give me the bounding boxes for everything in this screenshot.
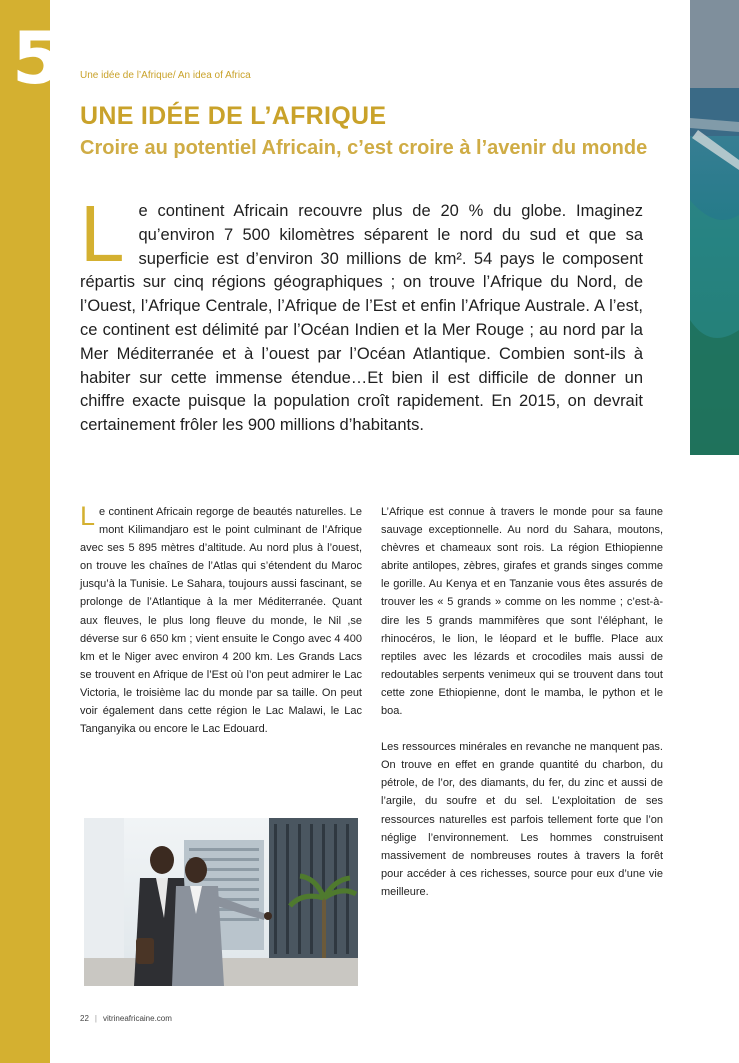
chapter-number: 5 bbox=[12, 16, 63, 100]
left-column-text: e continent Africain regorge de beautés naturelles. Le mont Kilimandjaro est le point culminant de l’Afrique avec ses 5 895 mètres d’altitude. Au nord plus à l’ouest, on trouve les chaînes de l’Atlas qui s’étendent du Maroc jusqu’à la Tunisie. Le Sahara, toujours aussi fascinant, se prolonge de l’Atlantique à la mer Méditerranée. Quant aux fleuves, le plus long fleuve du monde, le Nil ,se déverse sur 6 650 km ; vient ensuite le Congo avec 4 400 km et le Niger avec environ 4 200 km. Les Grands Lacs se trouvent en Afrique de l’Est où l’on peut admirer le Lac Victoria, le troisième lac du monde par sa taille. On peut voir également dans cette région le Lac Malawi, le Lac Tanganyika ou encore le Lac Edouard. bbox=[80, 506, 362, 736]
wildlife-paragraph: L’Afrique est connue à travers le monde pour sa faune sauvage exceptionnelle. Au nord du Sahara, moutons, chèvres et chameaux sont rois. La région Ethiopienne abrite antilopes, zèbres, girafes et grands singes comme le gorille. Au Kenya et en Tanzanie vous êtes assurés de trouver les « 5 grands » comme on les nomme ; c’est-à-dire les 5 grands mammifères que sont l’éléphant, le rhinocéros, le lion, le léopard et le buffle. Place aux reptiles avec les lézards et crocodiles mais aussi de redoutables serpents venimeux qui se trouvent dans tout cette zone Ethiopienne, dont le mamba, le python et le boa. bbox=[381, 506, 663, 718]
column-dropcap: L bbox=[80, 501, 96, 531]
page-title: UNE IDÉE DE L’AFRIQUE bbox=[80, 102, 387, 130]
lead-text: e continent Africain recouvre plus de 20 % du globe. Imaginez qu’environ 7 500 kilomètres séparent le nord du sud et que sa superficie est d’environ 30 millions de km². 54 pays le composent répartis sur cinq régions géographiques ; on trouve l’Afrique du Nord, de l’Ouest, l’Afrique Centrale, l’Afrique de l’Est et enfin l’Afrique Australe. A l’est, ce continent est délimité par l’Océan Indien et la Mer Rouge ; au nord par la Mer Méditerranée et à l’ouest par l’Océan Atlantique. Combien sont-ils à habiter sur cette immense étendue…Et bien il est difficile de donner un chiffre exacte puisque la population croît rapidement. En 2015, on devrait certainement frôler les 900 millions d’habitants. bbox=[80, 202, 643, 435]
lead-dropcap: L bbox=[80, 189, 125, 278]
left-column bbox=[80, 503, 362, 738]
page-footer bbox=[80, 1014, 172, 1023]
lead-paragraph bbox=[80, 189, 643, 438]
right-column bbox=[381, 503, 663, 901]
coastline-photo bbox=[690, 0, 739, 455]
footer-site: vitrineafricaine.com bbox=[102, 1014, 172, 1023]
chapter-sidebar bbox=[0, 0, 63, 1063]
resources-paragraph: Les ressources minérales en revanche ne manquent pas. On trouve en effet en grande quantité du charbon, du pétrole, de l’or, des diamants, du fer, du zinc et aussi de l’argile, du soufre et du sel. L’exploitation de ses ressources naturelles est parfois tellement forte que l’on néglige l’environnement. Les hommes construisent massivement de nombreuses routes à travers la forêt pour accéder à ces richesses, source pour eux d’une vie meilleure. bbox=[381, 741, 663, 898]
page-subtitle: Croire au potentiel Africain, c’est croire à l’avenir du monde bbox=[80, 137, 648, 159]
footer-separator: | bbox=[94, 1014, 97, 1023]
page-number: 22 bbox=[80, 1014, 89, 1023]
businessmen-photo bbox=[84, 818, 358, 986]
section-kicker: Une idée de l’Afrique/ An idea of Africa bbox=[80, 70, 251, 81]
